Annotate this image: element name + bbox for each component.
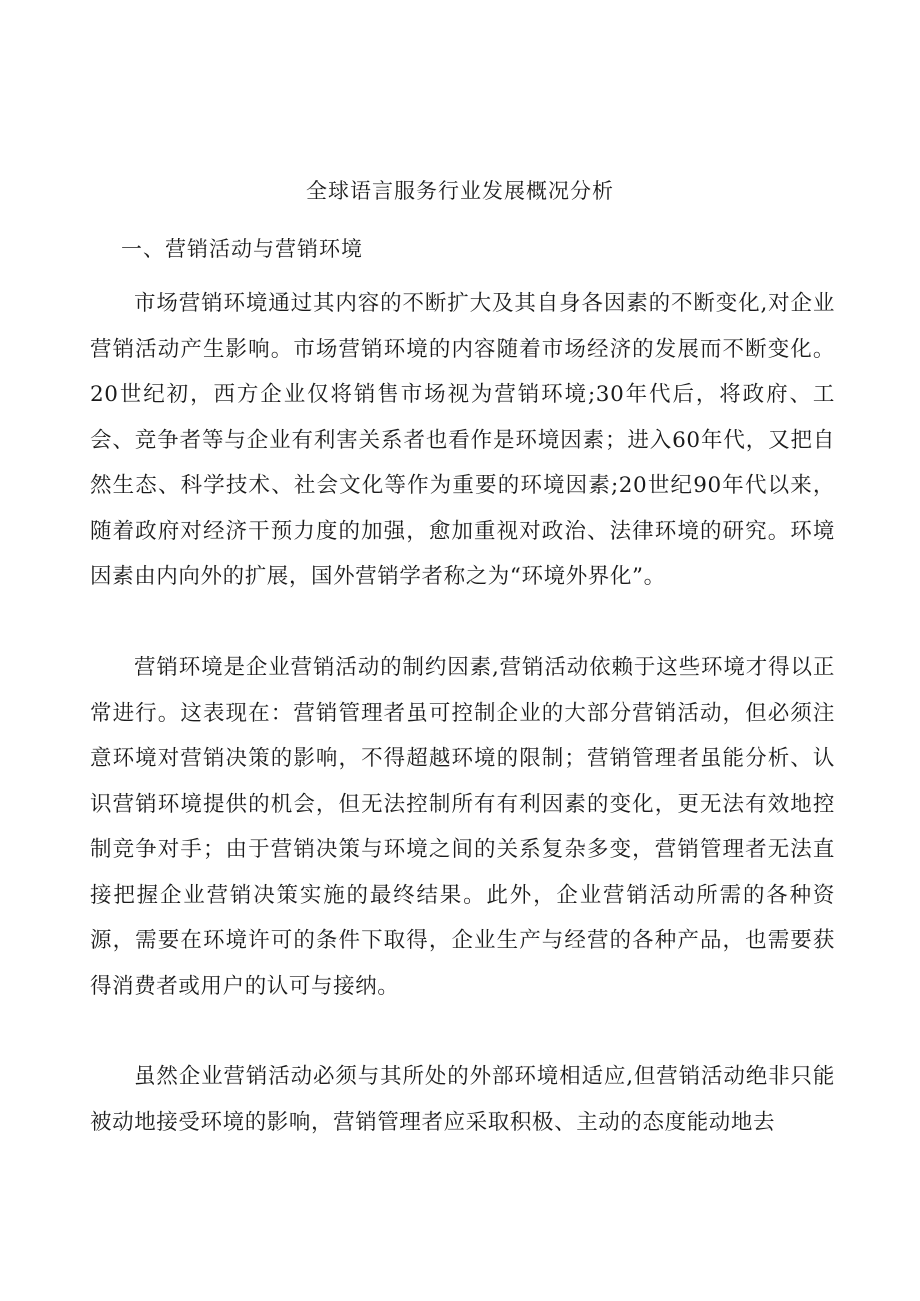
- section-heading: 一、营销活动与营销环境: [121, 237, 363, 261]
- paragraph-2: 营销环境是企业营销活动的制约因素,营销活动依赖于这些环境才得以正常进行。这表现在：营销管理者虽可控制企业的大部分营销活动，但必须注意环境对营销决策的影响，不得超越环境的限制；营销管理者虽能分析、认识营销环境提供的机会，但无法控制所有有利因素的变化，更无法有效地控制竞争对手；由于营销决策与环境之间的关系复杂多变，营销管理者无法直接把握企业营销决策实施的最终结果。此外，企业营销活动所需的各种资源，需要在环境许可的条件下取得，企业生产与经营的各种产品，也需要获得消费者或用户的认可与接纳。: [90, 655, 835, 999]
- paragraph-3: 虽然企业营销活动必须与其所处的外部环境相适应,但营销活动绝非只能被动地接受环境的影响，营销管理者应采取积极、主动的态度能动地去: [90, 1064, 835, 1135]
- document-title: 全球语言服务行业发展概况分析: [306, 179, 614, 203]
- paragraph-1: 市场营销环境通过其内容的不断扩大及其自身各因素的不断变化,对企业营销活动产生影响。市场营销环境的内容随着市场经济的发展而不断变化。20世纪初，西方企业仅将销售市场视为营销环境;30年代后，将政府、工会、竞争者等与企业有利害关系者也看作是环境因素；进入60年代，又把自然生态、科学技术、社会文化等作为重要的环境因素;20世纪90年代以来，随着政府对经济干预力度的加强，愈加重视对政治、法律环境的研究。环境因素由内向外的扩展，国外营销学者称之为“环境外界化”。: [90, 291, 835, 589]
